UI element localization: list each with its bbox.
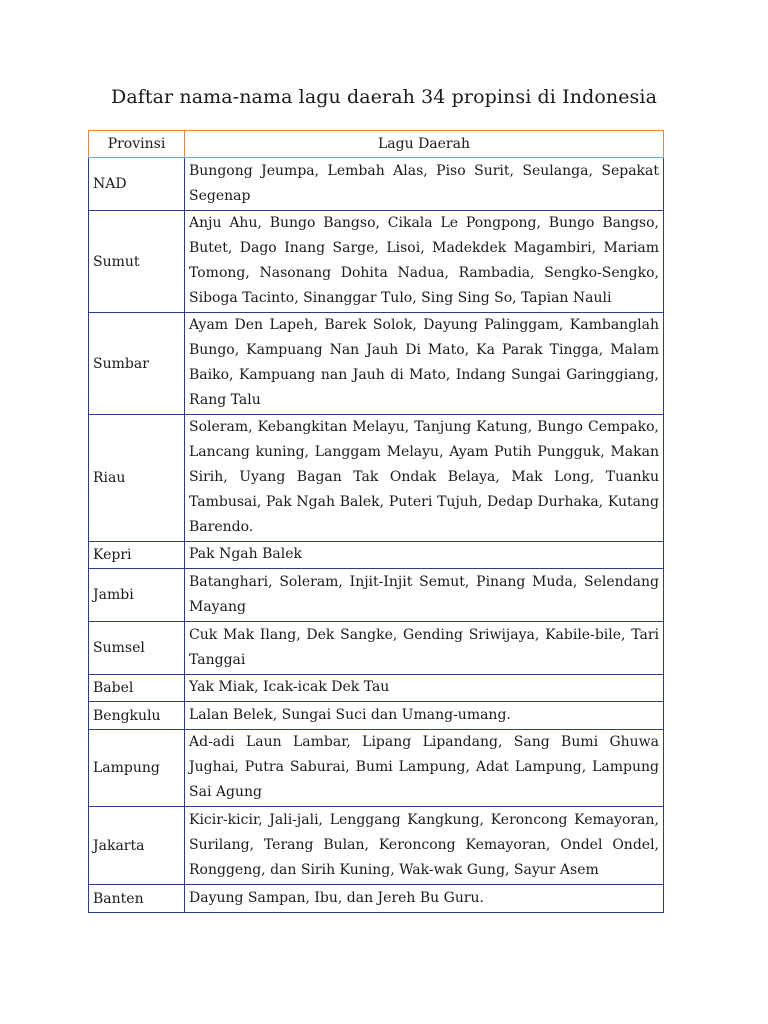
province-cell: Kepri xyxy=(89,542,185,569)
table-row xyxy=(89,313,664,415)
songs-cell: Soleram, Kebangkitan Melayu, Tanjung Katung, Bungo Cempako, Lancang kuning, Langgam Melayu, Ayam Putih Pungguk, Makan Sirih, Uyang Bagan Tak Ondak Belaya, Mak Long, Tuanku Tambusai, Pak Ngah Balek, Puteri Tujuh, Dedap Durhaka, Kutang Barendo. xyxy=(185,415,664,542)
province-cell: Lampung xyxy=(89,730,185,807)
province-cell: Babel xyxy=(89,675,185,702)
songs-cell: Dayung Sampan, Ibu, dan Jereh Bu Guru. xyxy=(185,885,664,913)
songs-table xyxy=(88,130,664,913)
table-row xyxy=(89,702,664,730)
songs-cell: Anju Ahu, Bungo Bangso, Cikala Le Pongpong, Bungo Bangso, Butet, Dago Inang Sarge, Lisoi, Madekdek Magambiri, Mariam Tomong, Nasonang Dohita Nadua, Rambadia, Sengko-Sengko, Siboga Tacinto, Sinanggar Tulo, Sing Sing So, Tapian Nauli xyxy=(185,211,664,313)
table-row xyxy=(89,885,664,913)
songs-cell: Kicir-kicir, Jali-jali, Lenggang Kangkung, Keroncong Kemayoran, Surilang, Terang Bulan, Keroncong Kemayoran, Ondel Ondel, Ronggeng, dan Sirih Kuning, Wak-wak Gung, Sayur Asem xyxy=(185,807,664,885)
table-row xyxy=(89,158,664,211)
province-cell: Jambi xyxy=(89,569,185,622)
province-cell: Sumsel xyxy=(89,622,185,675)
province-cell: Banten xyxy=(89,885,185,913)
songs-cell: Cuk Mak Ilang, Dek Sangke, Gending Sriwijaya, Kabile-bile, Tari Tanggai xyxy=(185,622,664,675)
header-songs: Lagu Daerah xyxy=(185,131,664,158)
songs-cell: Lalan Belek, Sungai Suci dan Umang-umang. xyxy=(185,702,664,730)
header-province: Provinsi xyxy=(89,131,185,158)
province-cell: Jakarta xyxy=(89,807,185,885)
table-row xyxy=(89,542,664,569)
table-row xyxy=(89,211,664,313)
province-cell: NAD xyxy=(89,158,185,211)
table-row xyxy=(89,675,664,702)
songs-cell: Bungong Jeumpa, Lembah Alas, Piso Surit, Seulanga, Sepakat Segenap xyxy=(185,158,664,211)
province-cell: Bengkulu xyxy=(89,702,185,730)
table-row xyxy=(89,730,664,807)
songs-cell: Yak Miak, Icak-icak Dek Tau xyxy=(185,675,664,702)
table-row xyxy=(89,807,664,885)
songs-cell: Pak Ngah Balek xyxy=(185,542,664,569)
table-row xyxy=(89,569,664,622)
songs-cell: Batanghari, Soleram, Injit-Injit Semut, Pinang Muda, Selendang Mayang xyxy=(185,569,664,622)
table-row xyxy=(89,415,664,542)
province-cell: Sumbar xyxy=(89,313,185,415)
province-cell: Riau xyxy=(89,415,185,542)
page-title: Daftar nama-nama lagu daerah 34 propinsi di Indonesia xyxy=(110,86,658,108)
songs-cell: Ayam Den Lapeh, Barek Solok, Dayung Palinggam, Kambanglah Bungo, Kampuang Nan Jauh Di Mato, Ka Parak Tingga, Malam Baiko, Kampuang nan Jauh di Mato, Indang Sungai Garinggiang, Rang Talu xyxy=(185,313,664,415)
province-cell: Sumut xyxy=(89,211,185,313)
table-header-row xyxy=(89,131,664,158)
table-row xyxy=(89,622,664,675)
songs-cell: Ad-adi Laun Lambar, Lipang Lipandang, Sang Bumi Ghuwa Jughai, Putra Saburai, Bumi Lampung, Adat Lampung, Lampung Sai Agung xyxy=(185,730,664,807)
